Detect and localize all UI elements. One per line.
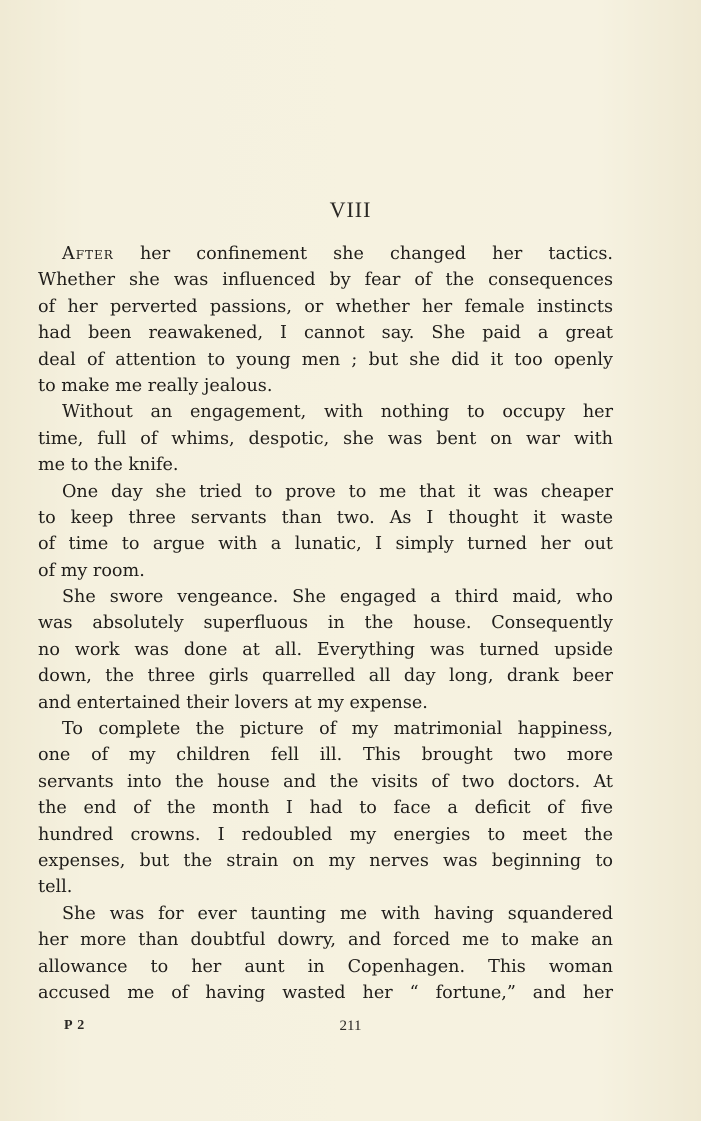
- text-line-content: servants into the house and the visits of two doctors. At: [38, 771, 613, 792]
- text-line-content: to make me really jealous.: [38, 375, 273, 396]
- text-line-content: was absolutely superfluous in the house. Consequently: [38, 613, 613, 634]
- text-line: [38, 637, 613, 663]
- text-line-content: To complete the picture of my matrimonial happiness,: [62, 719, 613, 740]
- text-line: [38, 294, 613, 320]
- text-line-content: hundred crowns. I redoubled my energies to meet the: [38, 824, 613, 845]
- text-line-content: one of my children fell ill. This brought two more: [38, 745, 613, 766]
- text-line: [38, 505, 613, 531]
- text-line: [38, 716, 613, 742]
- text-line: [38, 848, 613, 874]
- text-line: [38, 399, 613, 425]
- page-footer: [0, 1018, 701, 1042]
- text-line-content: time, full of whims, despotic, she was bent on war with: [38, 428, 613, 449]
- text-line-content: her more than doubtful dowry, and forced me to make an: [38, 930, 613, 951]
- text-line-content: of time to argue with a lunatic, I simply turned her out: [38, 534, 613, 555]
- text-line: [38, 347, 613, 373]
- text-line-content: Without an engagement, with nothing to occupy her: [62, 402, 613, 423]
- text-line: [38, 320, 613, 346]
- text-line: [38, 426, 613, 452]
- text-line: [38, 373, 613, 399]
- text-line-content: accused me of having wasted her “ fortune,” and her: [38, 982, 613, 1003]
- text-line: [38, 267, 613, 293]
- text-line: [38, 663, 613, 689]
- text-line-content: tell.: [38, 877, 73, 898]
- text-line: [38, 927, 613, 953]
- signature-mark: P 2: [64, 1018, 86, 1033]
- text-line: [38, 558, 613, 584]
- text-line: [38, 742, 613, 768]
- text-line-content: She swore vengeance. She engaged a third maid, who: [62, 587, 613, 608]
- text-line-content: me to the knife.: [38, 455, 179, 476]
- text-line-content: deal of attention to young men ; but she did it too openly: [38, 349, 613, 370]
- text-line: [38, 874, 613, 900]
- text-line: [38, 531, 613, 557]
- chapter-number: VIII: [329, 197, 372, 222]
- text-line-content: had been reawakened, I cannot say. She paid a great: [38, 323, 613, 344]
- text-line: [38, 901, 613, 927]
- text-line: [38, 769, 613, 795]
- text-line: [38, 795, 613, 821]
- page-number: 211: [339, 1018, 362, 1034]
- text-line-content: Whether she was influenced by fear of the consequences: [38, 270, 613, 291]
- body-text: [38, 241, 613, 1006]
- text-line: [38, 584, 613, 610]
- text-line-content: no work was done at all. Everything was turned upside: [38, 639, 613, 660]
- chapter-opening-word: After: [62, 244, 114, 264]
- text-line: [38, 610, 613, 636]
- text-line: [38, 980, 613, 1006]
- text-line-content: the end of the month I had to face a deficit of five: [38, 798, 613, 819]
- text-line: [38, 954, 613, 980]
- text-line-content: allowance to her aunt in Copenhagen. This woman: [38, 956, 613, 977]
- text-line: [38, 452, 613, 478]
- text-line-content: down, the three girls quarrelled all day long, drank beer: [38, 666, 613, 687]
- text-line: [38, 822, 613, 848]
- text-line-content: of my room.: [38, 560, 145, 581]
- text-line-content: One day she tried to prove to me that it was cheaper: [62, 481, 613, 502]
- text-line-content: expenses, but the strain on my nerves was beginning to: [38, 850, 613, 871]
- text-line: [38, 690, 613, 716]
- text-line-content: her confinement she changed her tactics.: [113, 244, 613, 264]
- text-line-content: She was for ever taunting me with having squandered: [62, 903, 613, 924]
- text-line-content: and entertained their lovers at my expense.: [38, 692, 428, 713]
- text-line-content: of her perverted passions, or whether her female instincts: [38, 296, 613, 317]
- text-line: [38, 241, 613, 267]
- text-line: [38, 479, 613, 505]
- text-line-content: to keep three servants than two. As I thought it waste: [38, 507, 613, 528]
